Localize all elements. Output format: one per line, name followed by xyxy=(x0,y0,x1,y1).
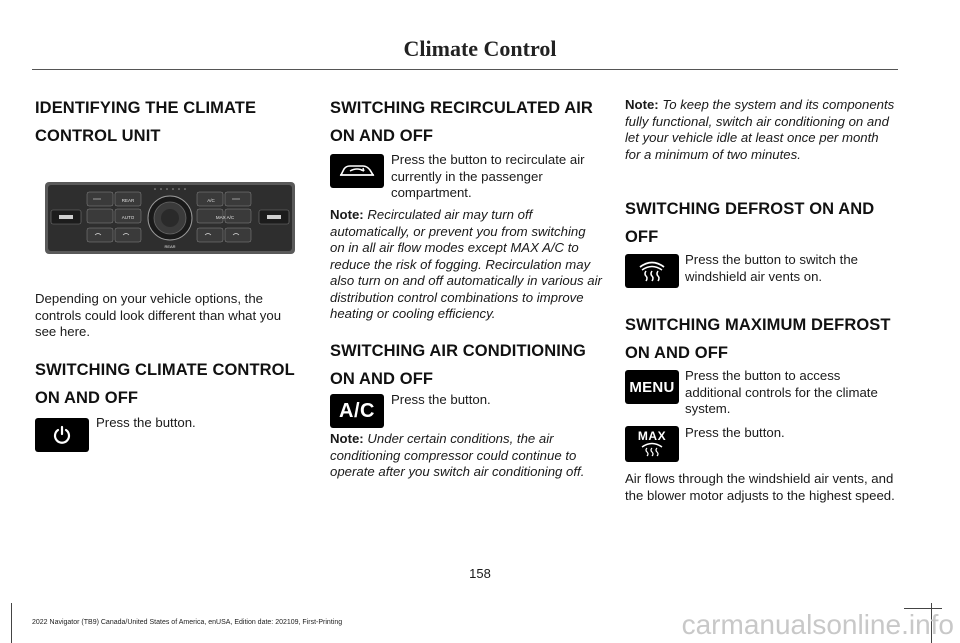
defrost-button-icon xyxy=(625,254,679,288)
page-title: Climate Control xyxy=(403,36,557,61)
windshield-defrost-icon xyxy=(637,259,667,283)
note-ac-compressor: Note: Under certain conditions, the air conditioning compressor could continue to operate after you switch air conditioning off. xyxy=(330,431,585,479)
max-defrost-icon xyxy=(640,442,664,458)
section-heading-climate-on-off: SWITCHING CLIMATE CONTROL ON AND OFF xyxy=(35,361,295,407)
section-heading-identifying: IDENTIFYING THE CLIMATE CONTROL UNIT xyxy=(35,99,257,145)
panel-label-auto: AUTO xyxy=(121,215,135,220)
panel-label-max-ac: MAX A/C xyxy=(215,215,235,220)
ac-instruction: Press the button. xyxy=(391,392,491,407)
menu-instruction: Press the button to access additional controls for the climate system. xyxy=(685,368,878,416)
power-button-icon xyxy=(35,418,89,452)
column-2 xyxy=(330,94,602,479)
recirculation-car-icon xyxy=(337,160,377,182)
column-1 xyxy=(35,94,300,430)
note-recirculated: Note: Recirculated air may turn off automatically, or prevent you from switching on in all air flow modes except MAX A/C to reduce the risk of fogging. Recirculation may also turn on and off automatically in various air distribution control combinations to improve heating or cooling efficiency. xyxy=(330,207,602,321)
paragraph-air-flows: Air flows through the windshield air vents, and the blower motor adjusts to the highest speed. xyxy=(625,471,895,503)
max-icon-label: MAX xyxy=(637,429,667,443)
section-heading-defrost: SWITCHING DEFROST ON AND OFF xyxy=(625,200,875,246)
page-number: 158 xyxy=(469,566,491,581)
climate-panel-illustration xyxy=(45,182,295,254)
watermark: carmanualsonline.info xyxy=(681,609,954,640)
crop-mark-left xyxy=(11,603,12,643)
panel-label-rear: REAR xyxy=(121,198,135,203)
max-defrost-instruction: Press the button. xyxy=(685,425,785,440)
section-heading-recirculated: SWITCHING RECIRCULATED AIR ON AND OFF xyxy=(330,99,593,145)
defrost-instruction: Press the button to switch the windshield air vents on. xyxy=(685,252,858,284)
climate-control-panel-image xyxy=(45,182,295,254)
max-defrost-button-icon xyxy=(625,426,679,462)
edition-footer: 2022 Navigator (TB9) Canada/United States of America, enUSA, Edition date: 202109, First-Printing xyxy=(32,619,343,626)
menu-button-icon xyxy=(625,370,679,404)
power-icon xyxy=(52,425,72,445)
panel-label-ac: A/C xyxy=(207,198,215,203)
section-heading-max-defrost: SWITCHING MAXIMUM DEFROST ON AND OFF xyxy=(625,316,891,362)
header-divider xyxy=(32,69,898,70)
paragraph-controls-vary: Depending on your vehicle options, the controls could look different than what you see here. xyxy=(35,291,282,339)
section-heading-air-conditioning: SWITCHING AIR CONDITIONING ON AND OFF xyxy=(330,342,586,388)
ac-icon-label: A/C xyxy=(339,399,375,422)
ac-button-icon xyxy=(330,394,384,428)
recirculation-instruction: Press the button to recirculate air currently in the passenger compartment. xyxy=(391,152,585,200)
power-instruction: Press the button. xyxy=(96,415,196,430)
recirculation-button-icon xyxy=(330,154,384,188)
menu-icon-label: MENU xyxy=(629,378,675,396)
note-keep-functional: Note: To keep the system and its components fully functional, switch air conditioning on and let your vehicle idle at least once per month for a minimum of two minutes. xyxy=(625,97,895,162)
panel-label-rear2: REAR xyxy=(164,244,176,249)
